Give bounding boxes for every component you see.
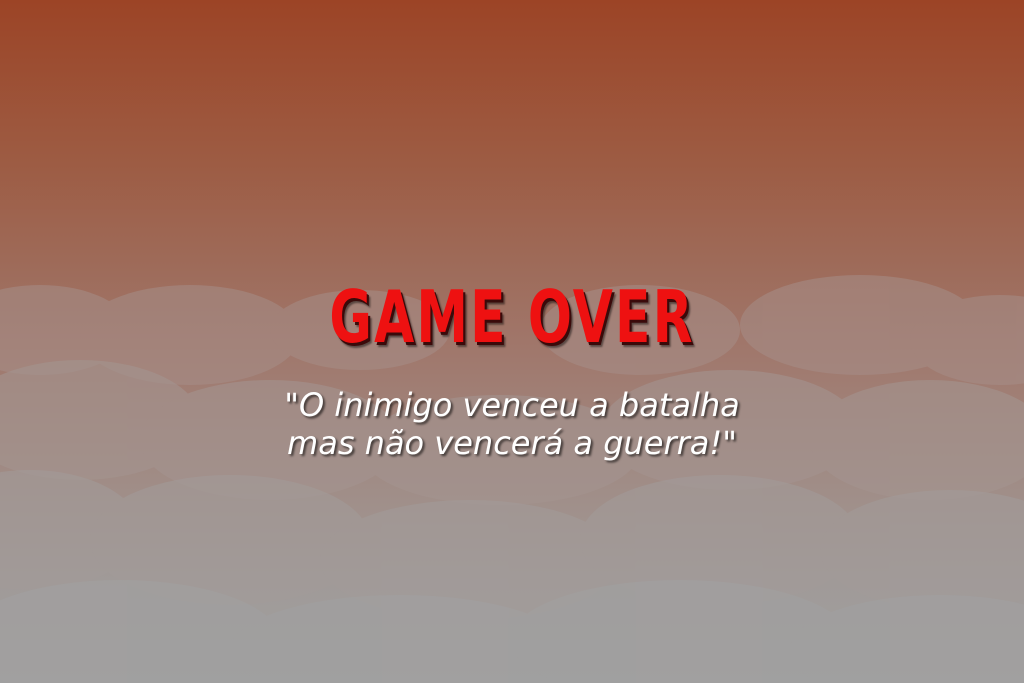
quote-line-2: mas não vencerá a guerra!" [287, 424, 737, 462]
game-over-quote [0, 386, 1024, 462]
quote-line-1: "O inimigo venceu a batalha [284, 386, 740, 424]
game-over-title: GAME OVER [329, 275, 695, 359]
